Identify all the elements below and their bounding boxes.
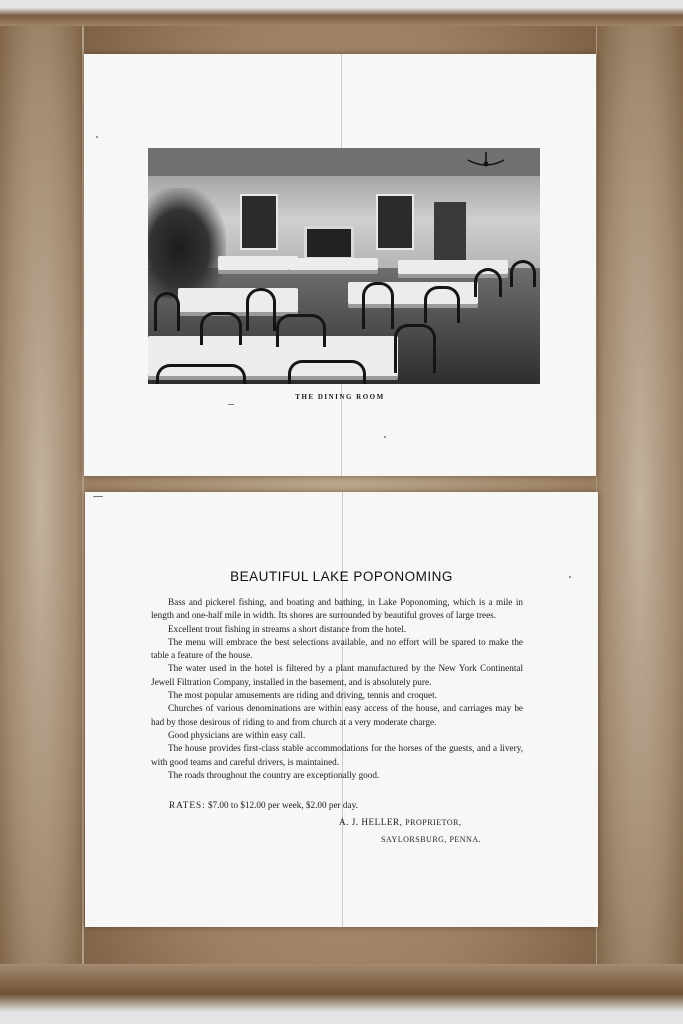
rates-label: RATES: xyxy=(169,800,206,810)
dining-room-photo xyxy=(148,148,540,384)
paragraph-amusements: The most popular amusements are riding and driving, tennis and croquet. xyxy=(168,690,437,701)
paragraph-trout: Excellent trout fishing in streams a short distance from the hotel. xyxy=(168,623,407,634)
body-text xyxy=(151,596,523,782)
rates-line xyxy=(169,800,358,810)
rates-value: $7.00 to $12.00 per week, $2.00 per day. xyxy=(207,800,358,810)
proprietor-title: PROPRIETOR, xyxy=(405,818,462,827)
paper-strip-left xyxy=(0,0,82,1010)
paragraph-menu: The menu will embrace the best selections available, and no effort will be spared to make the table a feature of the house. xyxy=(151,636,523,661)
proprietor-name: A. J. HELLER, xyxy=(339,817,403,827)
page-title: BEAUTIFUL LAKE POPONOMING xyxy=(230,569,453,584)
text-sheet xyxy=(85,492,598,927)
location: SAYLORSBURG, PENNA. xyxy=(381,835,482,844)
burnt-edge-bottom xyxy=(0,964,683,1024)
burnt-edge-top xyxy=(0,0,683,26)
paragraph-fishing: Bass and pickerel fishing, and boating and bathing, in Lake Poponoming, which is a mile in length and one-half mile in width. Its shores are surrounded by beautiful groves of large trees. xyxy=(151,597,523,621)
paragraph-physicians: Good physicians are within easy call. xyxy=(168,729,306,740)
paragraph-churches: Churches of various denominations are within easy access of the house, and carriages may be had by those desirous of riding to and from church at a very moderate charge. xyxy=(151,703,523,727)
paragraph-roads: The roads throughout the country are exceptionally good. xyxy=(168,769,380,780)
paragraph-water: The water used in the hotel is filtered by a plant manufactured by the New York Continental Jewell Filtration Company, installed in the basement, and is absolutely pure. xyxy=(151,663,523,687)
paragraph-stable: The house provides first-class stable accommodations for the horses of the guests, and a livery, with good teams and careful drivers, is maintained. xyxy=(151,743,523,767)
photo-caption: THE DINING ROOM xyxy=(295,393,385,401)
proprietor-line xyxy=(339,817,461,827)
photo-sheet xyxy=(84,54,596,476)
paper-strip-right xyxy=(597,0,683,1010)
